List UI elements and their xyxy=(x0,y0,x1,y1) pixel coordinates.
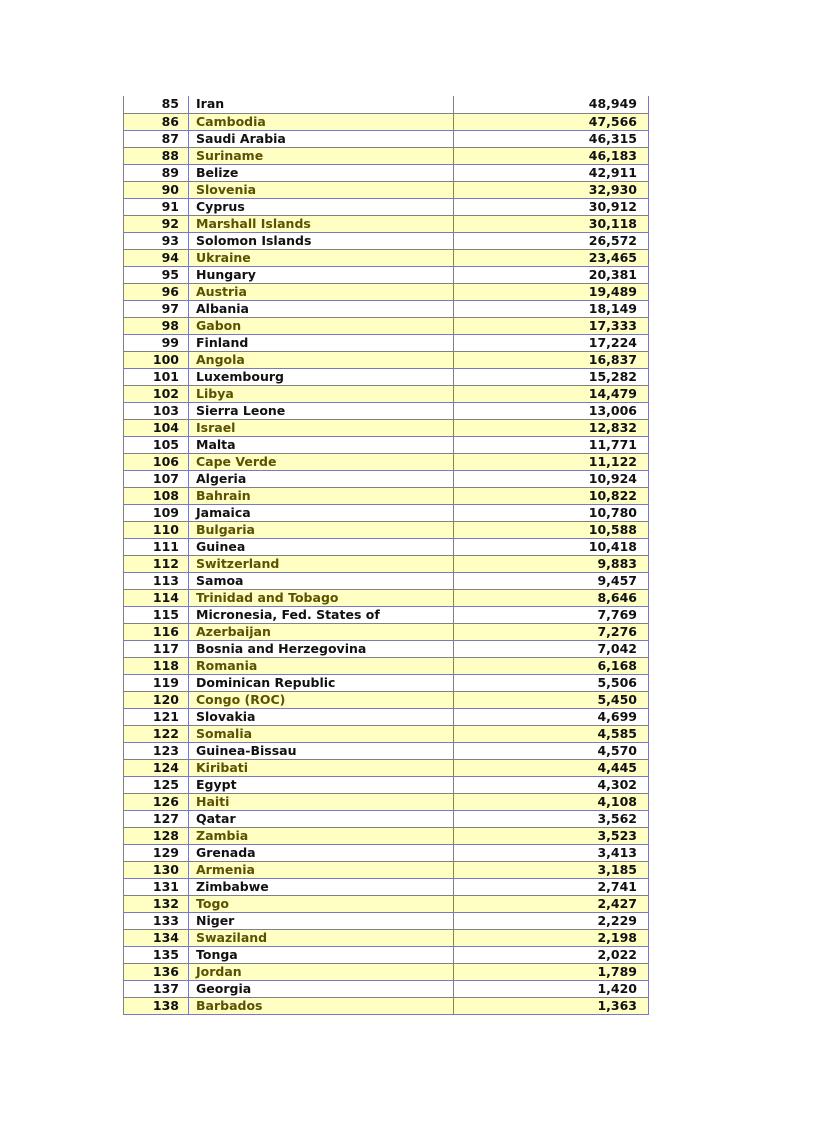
country-cell: Bosnia and Herzegovina xyxy=(189,640,454,657)
table-row xyxy=(124,674,649,691)
value-cell: 2,229 xyxy=(454,912,649,929)
table-row xyxy=(124,861,649,878)
country-cell: Romania xyxy=(189,657,454,674)
rank-cell: 118 xyxy=(124,657,189,674)
table-row xyxy=(124,521,649,538)
table-row xyxy=(124,980,649,997)
value-cell: 23,465 xyxy=(454,249,649,266)
table-row xyxy=(124,725,649,742)
value-cell: 10,924 xyxy=(454,470,649,487)
value-cell: 48,949 xyxy=(454,96,649,113)
rank-cell: 128 xyxy=(124,827,189,844)
rank-cell: 103 xyxy=(124,402,189,419)
country-cell: Switzerland xyxy=(189,555,454,572)
country-cell: Cambodia xyxy=(189,113,454,130)
value-cell: 42,911 xyxy=(454,164,649,181)
value-cell: 3,413 xyxy=(454,844,649,861)
country-cell: Israel xyxy=(189,419,454,436)
rank-cell: 133 xyxy=(124,912,189,929)
rank-cell: 107 xyxy=(124,470,189,487)
table-row xyxy=(124,810,649,827)
table-row xyxy=(124,334,649,351)
rank-cell: 123 xyxy=(124,742,189,759)
rank-cell: 85 xyxy=(124,96,189,113)
table-row xyxy=(124,351,649,368)
table-row xyxy=(124,878,649,895)
value-cell: 2,022 xyxy=(454,946,649,963)
value-cell: 1,789 xyxy=(454,963,649,980)
country-cell: Luxembourg xyxy=(189,368,454,385)
table-row xyxy=(124,283,649,300)
table-row xyxy=(124,708,649,725)
rank-cell: 110 xyxy=(124,521,189,538)
country-cell: Congo (ROC) xyxy=(189,691,454,708)
country-cell: Kiribati xyxy=(189,759,454,776)
country-cell: Cyprus xyxy=(189,198,454,215)
table-row xyxy=(124,453,649,470)
country-cell: Samoa xyxy=(189,572,454,589)
table-row xyxy=(124,793,649,810)
value-cell: 4,585 xyxy=(454,725,649,742)
country-cell: Gabon xyxy=(189,317,454,334)
country-cell: Jamaica xyxy=(189,504,454,521)
rank-cell: 136 xyxy=(124,963,189,980)
table-row xyxy=(124,402,649,419)
rank-cell: 109 xyxy=(124,504,189,521)
value-cell: 26,572 xyxy=(454,232,649,249)
country-cell: Guinea-Bissau xyxy=(189,742,454,759)
table-row xyxy=(124,215,649,232)
table-row xyxy=(124,504,649,521)
country-cell: Niger xyxy=(189,912,454,929)
rank-cell: 87 xyxy=(124,130,189,147)
value-cell: 8,646 xyxy=(454,589,649,606)
table-row xyxy=(124,963,649,980)
country-cell: Finland xyxy=(189,334,454,351)
table-row xyxy=(124,572,649,589)
value-cell: 7,276 xyxy=(454,623,649,640)
country-cell: Togo xyxy=(189,895,454,912)
value-cell: 6,168 xyxy=(454,657,649,674)
rank-cell: 119 xyxy=(124,674,189,691)
rank-cell: 94 xyxy=(124,249,189,266)
table-row xyxy=(124,946,649,963)
table-row xyxy=(124,538,649,555)
country-cell: Qatar xyxy=(189,810,454,827)
rank-cell: 131 xyxy=(124,878,189,895)
rank-cell: 96 xyxy=(124,283,189,300)
table-row xyxy=(124,385,649,402)
value-cell: 4,108 xyxy=(454,793,649,810)
country-cell: Micronesia, Fed. States of xyxy=(189,606,454,623)
rank-cell: 121 xyxy=(124,708,189,725)
table-row xyxy=(124,419,649,436)
rank-cell: 108 xyxy=(124,487,189,504)
value-cell: 47,566 xyxy=(454,113,649,130)
value-cell: 13,006 xyxy=(454,402,649,419)
table-row xyxy=(124,929,649,946)
value-cell: 2,741 xyxy=(454,878,649,895)
table-row xyxy=(124,912,649,929)
rank-cell: 112 xyxy=(124,555,189,572)
rank-cell: 129 xyxy=(124,844,189,861)
rank-cell: 137 xyxy=(124,980,189,997)
country-cell: Zambia xyxy=(189,827,454,844)
table-row xyxy=(124,742,649,759)
rank-cell: 93 xyxy=(124,232,189,249)
country-cell: Guinea xyxy=(189,538,454,555)
rank-cell: 114 xyxy=(124,589,189,606)
country-cell: Grenada xyxy=(189,844,454,861)
value-cell: 7,042 xyxy=(454,640,649,657)
table-row xyxy=(124,249,649,266)
rank-cell: 111 xyxy=(124,538,189,555)
rank-cell: 125 xyxy=(124,776,189,793)
country-cell: Trinidad and Tobago xyxy=(189,589,454,606)
rank-cell: 91 xyxy=(124,198,189,215)
value-cell: 10,588 xyxy=(454,521,649,538)
country-cell: Somalia xyxy=(189,725,454,742)
table-row xyxy=(124,606,649,623)
table-row xyxy=(124,181,649,198)
rank-cell: 138 xyxy=(124,997,189,1014)
rank-cell: 98 xyxy=(124,317,189,334)
value-cell: 12,832 xyxy=(454,419,649,436)
ranking-table xyxy=(123,96,649,1015)
value-cell: 32,930 xyxy=(454,181,649,198)
rank-cell: 88 xyxy=(124,147,189,164)
table-row xyxy=(124,317,649,334)
ranking-table-body xyxy=(124,96,649,1014)
rank-cell: 106 xyxy=(124,453,189,470)
table-row xyxy=(124,300,649,317)
country-cell: Iran xyxy=(189,96,454,113)
rank-cell: 102 xyxy=(124,385,189,402)
rank-cell: 99 xyxy=(124,334,189,351)
country-cell: Haiti xyxy=(189,793,454,810)
country-cell: Ukraine xyxy=(189,249,454,266)
country-cell: Bulgaria xyxy=(189,521,454,538)
rank-cell: 126 xyxy=(124,793,189,810)
country-cell: Hungary xyxy=(189,266,454,283)
table-row xyxy=(124,198,649,215)
value-cell: 19,489 xyxy=(454,283,649,300)
country-cell: Jordan xyxy=(189,963,454,980)
rank-cell: 97 xyxy=(124,300,189,317)
country-cell: Austria xyxy=(189,283,454,300)
rank-cell: 135 xyxy=(124,946,189,963)
value-cell: 3,523 xyxy=(454,827,649,844)
value-cell: 18,149 xyxy=(454,300,649,317)
table-row xyxy=(124,555,649,572)
table-row xyxy=(124,470,649,487)
value-cell: 10,822 xyxy=(454,487,649,504)
rank-cell: 86 xyxy=(124,113,189,130)
rank-cell: 120 xyxy=(124,691,189,708)
country-cell: Slovenia xyxy=(189,181,454,198)
rank-cell: 92 xyxy=(124,215,189,232)
rank-cell: 115 xyxy=(124,606,189,623)
table-row xyxy=(124,776,649,793)
country-cell: Algeria xyxy=(189,470,454,487)
value-cell: 11,122 xyxy=(454,453,649,470)
value-cell: 9,883 xyxy=(454,555,649,572)
table-row xyxy=(124,164,649,181)
country-cell: Solomon Islands xyxy=(189,232,454,249)
table-row xyxy=(124,640,649,657)
value-cell: 16,837 xyxy=(454,351,649,368)
value-cell: 2,427 xyxy=(454,895,649,912)
value-cell: 5,506 xyxy=(454,674,649,691)
value-cell: 9,457 xyxy=(454,572,649,589)
value-cell: 1,420 xyxy=(454,980,649,997)
country-cell: Swaziland xyxy=(189,929,454,946)
country-cell: Dominican Republic xyxy=(189,674,454,691)
value-cell: 17,224 xyxy=(454,334,649,351)
country-cell: Suriname xyxy=(189,147,454,164)
rank-cell: 100 xyxy=(124,351,189,368)
value-cell: 3,562 xyxy=(454,810,649,827)
country-cell: Belize xyxy=(189,164,454,181)
table-row xyxy=(124,657,649,674)
table-row xyxy=(124,368,649,385)
value-cell: 14,479 xyxy=(454,385,649,402)
country-cell: Slovakia xyxy=(189,708,454,725)
rank-cell: 134 xyxy=(124,929,189,946)
value-cell: 4,302 xyxy=(454,776,649,793)
value-cell: 10,780 xyxy=(454,504,649,521)
rank-cell: 90 xyxy=(124,181,189,198)
value-cell: 10,418 xyxy=(454,538,649,555)
rank-cell: 89 xyxy=(124,164,189,181)
table-row xyxy=(124,232,649,249)
rank-cell: 122 xyxy=(124,725,189,742)
table-row xyxy=(124,130,649,147)
country-cell: Azerbaijan xyxy=(189,623,454,640)
table-row xyxy=(124,487,649,504)
country-cell: Georgia xyxy=(189,980,454,997)
country-cell: Barbados xyxy=(189,997,454,1014)
value-cell: 4,699 xyxy=(454,708,649,725)
country-cell: Armenia xyxy=(189,861,454,878)
table-row xyxy=(124,691,649,708)
table-row xyxy=(124,623,649,640)
value-cell: 5,450 xyxy=(454,691,649,708)
country-cell: Albania xyxy=(189,300,454,317)
value-cell: 3,185 xyxy=(454,861,649,878)
value-cell: 7,769 xyxy=(454,606,649,623)
table-row xyxy=(124,113,649,130)
rank-cell: 127 xyxy=(124,810,189,827)
value-cell: 15,282 xyxy=(454,368,649,385)
country-cell: Sierra Leone xyxy=(189,402,454,419)
country-cell: Angola xyxy=(189,351,454,368)
value-cell: 20,381 xyxy=(454,266,649,283)
value-cell: 46,183 xyxy=(454,147,649,164)
rank-cell: 104 xyxy=(124,419,189,436)
value-cell: 4,445 xyxy=(454,759,649,776)
value-cell: 2,198 xyxy=(454,929,649,946)
table-row xyxy=(124,147,649,164)
table-row xyxy=(124,436,649,453)
rank-cell: 132 xyxy=(124,895,189,912)
rank-cell: 116 xyxy=(124,623,189,640)
rank-cell: 95 xyxy=(124,266,189,283)
value-cell: 4,570 xyxy=(454,742,649,759)
value-cell: 1,363 xyxy=(454,997,649,1014)
value-cell: 30,118 xyxy=(454,215,649,232)
country-cell: Egypt xyxy=(189,776,454,793)
table-row xyxy=(124,997,649,1014)
value-cell: 46,315 xyxy=(454,130,649,147)
country-cell: Tonga xyxy=(189,946,454,963)
country-cell: Zimbabwe xyxy=(189,878,454,895)
value-cell: 30,912 xyxy=(454,198,649,215)
rank-cell: 130 xyxy=(124,861,189,878)
value-cell: 17,333 xyxy=(454,317,649,334)
table-row xyxy=(124,827,649,844)
rank-cell: 101 xyxy=(124,368,189,385)
table-row xyxy=(124,759,649,776)
rank-cell: 105 xyxy=(124,436,189,453)
country-cell: Malta xyxy=(189,436,454,453)
table-row xyxy=(124,96,649,113)
country-cell: Saudi Arabia xyxy=(189,130,454,147)
table-row xyxy=(124,895,649,912)
country-cell: Marshall Islands xyxy=(189,215,454,232)
value-cell: 11,771 xyxy=(454,436,649,453)
country-cell: Cape Verde xyxy=(189,453,454,470)
country-cell: Bahrain xyxy=(189,487,454,504)
rank-cell: 113 xyxy=(124,572,189,589)
rank-cell: 124 xyxy=(124,759,189,776)
rank-cell: 117 xyxy=(124,640,189,657)
table-row xyxy=(124,844,649,861)
table-row xyxy=(124,266,649,283)
table-row xyxy=(124,589,649,606)
country-cell: Libya xyxy=(189,385,454,402)
